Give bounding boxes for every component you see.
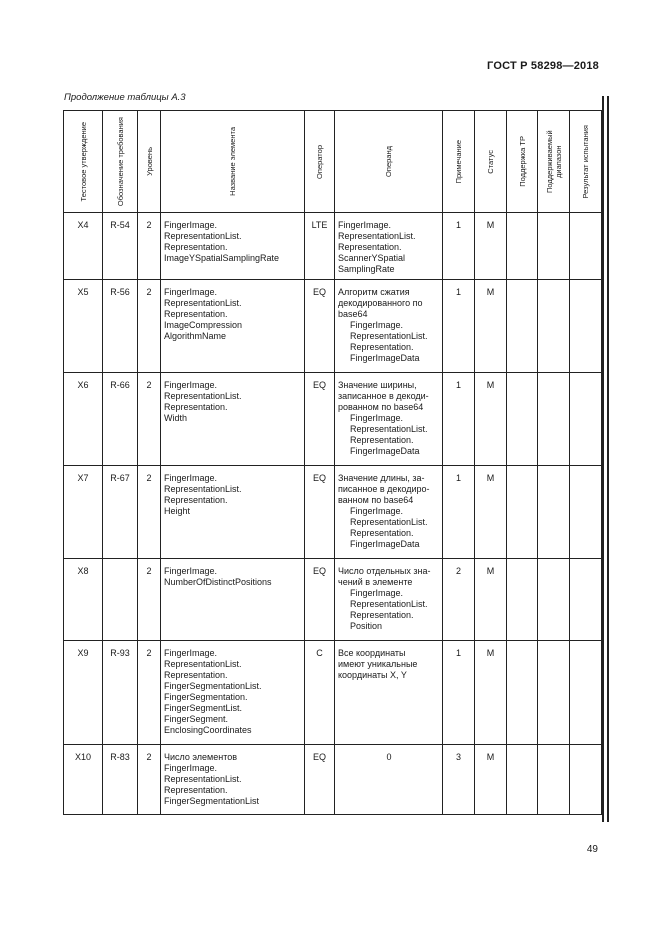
operand-line: FingerImage. <box>350 506 404 516</box>
element-name-line: FingerImage. <box>164 648 218 658</box>
column-header-label: Операнд <box>384 146 393 177</box>
cell-tp <box>507 745 538 815</box>
element-name-line: RepresentationList. <box>164 391 242 401</box>
cell-result <box>570 213 602 280</box>
cell-req: R-67 <box>103 466 138 559</box>
cell-status: M <box>475 559 507 641</box>
operand-line: 0 <box>386 752 392 762</box>
cell-req: R-56 <box>103 280 138 373</box>
cell-lvl: 2 <box>138 213 161 280</box>
cell-range <box>538 373 570 466</box>
cell-name <box>161 213 305 280</box>
operand-line: FingerImage. <box>350 413 404 423</box>
element-name-line: Height <box>164 506 191 516</box>
cell-status: M <box>475 745 507 815</box>
element-name-line: FingerSegmentList. <box>164 703 243 713</box>
operand-line: RepresentationList. <box>350 599 428 609</box>
cell-note: 1 <box>443 213 475 280</box>
column-header-label: Оператор <box>315 144 324 179</box>
cell-tp <box>507 559 538 641</box>
operand-line: имеют уникальные <box>338 659 418 669</box>
element-name-line: Число элементов <box>164 752 238 762</box>
element-name-line: Representation. <box>164 785 228 795</box>
cell-range <box>538 466 570 559</box>
table-row <box>64 466 602 559</box>
cell-ta: X8 <box>64 559 103 641</box>
element-name-line: FingerImage. <box>164 380 218 390</box>
column-header-label: Результат испытания <box>581 124 590 199</box>
cell-operand <box>335 641 443 745</box>
column-header-name <box>161 111 305 213</box>
cell-ta: X10 <box>64 745 103 815</box>
cell-status: M <box>475 280 507 373</box>
table-row <box>64 559 602 641</box>
element-name-line: FingerSegment. <box>164 714 229 724</box>
page-number: 49 <box>586 844 598 855</box>
cell-name <box>161 745 305 815</box>
cell-ta: X4 <box>64 213 103 280</box>
cell-note: 1 <box>443 280 475 373</box>
standard-designation: ГОСТ Р 58298—2018 <box>487 60 599 72</box>
cell-ta: X5 <box>64 280 103 373</box>
operand-line: рованном по base64 <box>338 402 424 412</box>
element-name-line: Representation. <box>164 495 228 505</box>
element-name-line: NumberOfDistinctPositions <box>164 577 272 587</box>
cell-result <box>570 280 602 373</box>
element-name-line: FingerSegmentationList <box>164 796 260 806</box>
operand-line: Representation. <box>350 435 414 445</box>
operand-line: FingerImage. <box>338 220 392 230</box>
element-name-line: Representation. <box>164 242 228 252</box>
cell-name <box>161 373 305 466</box>
element-name-line: RepresentationList. <box>164 659 242 669</box>
column-header-note <box>443 111 475 213</box>
operand-line: чений в элементе <box>338 577 413 587</box>
operand-line: Значение длины, за- <box>338 473 425 483</box>
cell-name <box>161 280 305 373</box>
requirements-table <box>63 110 602 815</box>
operand-line: ScannerYSpatial <box>338 253 406 263</box>
operand-line: SamplingRate <box>338 264 395 274</box>
element-name-line: RepresentationList. <box>164 298 242 308</box>
cell-lvl: 2 <box>138 559 161 641</box>
column-header-label: Поддерживаемый диапазон <box>544 130 563 193</box>
cell-operand <box>335 559 443 641</box>
operand-line: FingerImage. <box>350 588 404 598</box>
table-caption: Продолжение таблицы А.3 <box>64 92 186 103</box>
operand-line: Все координаты <box>338 648 406 658</box>
operand-line: писанное в декодиро- <box>338 484 430 494</box>
operand-line: FingerImageData <box>350 353 420 363</box>
operand-line: Алгоритм сжатия <box>338 287 410 297</box>
cell-result <box>570 466 602 559</box>
table-row <box>64 745 602 815</box>
cell-operand <box>335 745 443 815</box>
cell-operand <box>335 213 443 280</box>
cell-req: R-93 <box>103 641 138 745</box>
cell-tp <box>507 280 538 373</box>
element-name-line: FingerSegmentationList. <box>164 681 262 691</box>
cell-op: EQ <box>305 373 335 466</box>
margin-bar-left <box>602 96 604 822</box>
cell-lvl: 2 <box>138 466 161 559</box>
cell-range <box>538 641 570 745</box>
table-row <box>64 280 602 373</box>
cell-op: EQ <box>305 559 335 641</box>
cell-operand <box>335 373 443 466</box>
table-body <box>64 213 602 815</box>
column-header-result <box>570 111 602 213</box>
header-row <box>64 111 602 213</box>
cell-range <box>538 213 570 280</box>
cell-op: LTE <box>305 213 335 280</box>
column-header-op <box>305 111 335 213</box>
column-header-status <box>475 111 507 213</box>
cell-status: M <box>475 466 507 559</box>
column-header-label: Обозначение требования <box>115 116 125 207</box>
cell-operand <box>335 280 443 373</box>
cell-note: 1 <box>443 373 475 466</box>
cell-name <box>161 559 305 641</box>
column-header-ta <box>64 111 103 213</box>
table-row <box>64 641 602 745</box>
operand-line: декодированного по <box>338 298 423 308</box>
element-name-line: RepresentationList. <box>164 231 242 241</box>
operand-line: RepresentationList. <box>350 424 428 434</box>
element-name-line: AlgorithmName <box>164 331 227 341</box>
cell-ta: X9 <box>64 641 103 745</box>
element-name-line: FingerImage. <box>164 473 218 483</box>
cell-lvl: 2 <box>138 280 161 373</box>
cell-lvl: 2 <box>138 745 161 815</box>
table-row <box>64 373 602 466</box>
cell-range <box>538 280 570 373</box>
cell-note: 2 <box>443 559 475 641</box>
operand-line: RepresentationList. <box>350 517 428 527</box>
cell-note: 1 <box>443 641 475 745</box>
cell-status: M <box>475 641 507 745</box>
column-header-label: Статус <box>486 149 495 174</box>
cell-result <box>570 745 602 815</box>
cell-op: EQ <box>305 466 335 559</box>
operand-line: Representation. <box>350 342 414 352</box>
element-name-line: Width <box>164 413 188 423</box>
element-name-line: FingerSegmentation. <box>164 692 248 702</box>
element-name-line: FingerImage. <box>164 566 218 576</box>
operand-line: Значение ширины, <box>338 380 417 390</box>
cell-ta: X6 <box>64 373 103 466</box>
operand-line: base64 <box>338 309 368 319</box>
element-name-line: FingerImage. <box>164 763 218 773</box>
element-name-line: Representation. <box>164 309 228 319</box>
cell-range <box>538 745 570 815</box>
cell-op: C <box>305 641 335 745</box>
cell-op: EQ <box>305 745 335 815</box>
cell-op: EQ <box>305 280 335 373</box>
operand-line: Representation. <box>350 610 414 620</box>
element-name-line: ImageCompression <box>164 320 243 330</box>
cell-range <box>538 559 570 641</box>
operand-line: координаты X, Y <box>338 670 407 680</box>
cell-status: M <box>475 213 507 280</box>
cell-operand <box>335 466 443 559</box>
cell-tp <box>507 641 538 745</box>
column-header-operand <box>335 111 443 213</box>
element-name-line: Representation. <box>164 402 228 412</box>
element-name-line: ImageYSpatialSamplingRate <box>164 253 280 263</box>
cell-tp <box>507 373 538 466</box>
operand-line: FingerImageData <box>350 539 420 549</box>
element-name-line: FingerImage. <box>164 287 218 297</box>
operand-line: Число отдельных зна- <box>338 566 431 576</box>
column-header-tp <box>507 111 538 213</box>
operand-line: FingerImage. <box>350 320 404 330</box>
element-name-line: RepresentationList. <box>164 774 242 784</box>
element-name-line: EnclosingCoordinates <box>164 725 252 735</box>
cell-req: R-54 <box>103 213 138 280</box>
margin-bar-right <box>607 96 609 822</box>
column-header-range <box>538 111 570 213</box>
element-name-line: RepresentationList. <box>164 484 242 494</box>
column-header-label: Поддержка ТР <box>517 136 527 187</box>
cell-lvl: 2 <box>138 373 161 466</box>
operand-line: RepresentationList. <box>338 231 416 241</box>
column-header-label: Название элемента <box>228 127 237 196</box>
operand-line: Representation. <box>350 528 414 538</box>
cell-result <box>570 373 602 466</box>
column-header-label: Тестовое утверждение <box>78 121 88 202</box>
cell-req: R-66 <box>103 373 138 466</box>
column-header-lvl <box>138 111 161 213</box>
operand-line: записанное в декоди- <box>338 391 429 401</box>
operand-line: ванном по base64 <box>338 495 414 505</box>
operand-line: FingerImageData <box>350 446 420 456</box>
cell-tp <box>507 213 538 280</box>
operand-line: Position <box>350 621 383 631</box>
element-name-line: FingerImage. <box>164 220 218 230</box>
cell-req: R-83 <box>103 745 138 815</box>
cell-name <box>161 466 305 559</box>
cell-name <box>161 641 305 745</box>
cell-tp <box>507 466 538 559</box>
table-row <box>64 213 602 280</box>
cell-ta: X7 <box>64 466 103 559</box>
element-name-line: Representation. <box>164 670 228 680</box>
cell-req <box>103 559 138 641</box>
cell-note: 3 <box>443 745 475 815</box>
operand-line: Representation. <box>338 242 402 252</box>
cell-result <box>570 559 602 641</box>
cell-lvl: 2 <box>138 641 161 745</box>
cell-note: 1 <box>443 466 475 559</box>
column-header-label: Примечание <box>454 139 463 184</box>
cell-status: M <box>475 373 507 466</box>
operand-line: RepresentationList. <box>350 331 428 341</box>
cell-result <box>570 641 602 745</box>
column-header-req <box>103 111 138 213</box>
column-header-label: Уровень <box>144 147 154 176</box>
